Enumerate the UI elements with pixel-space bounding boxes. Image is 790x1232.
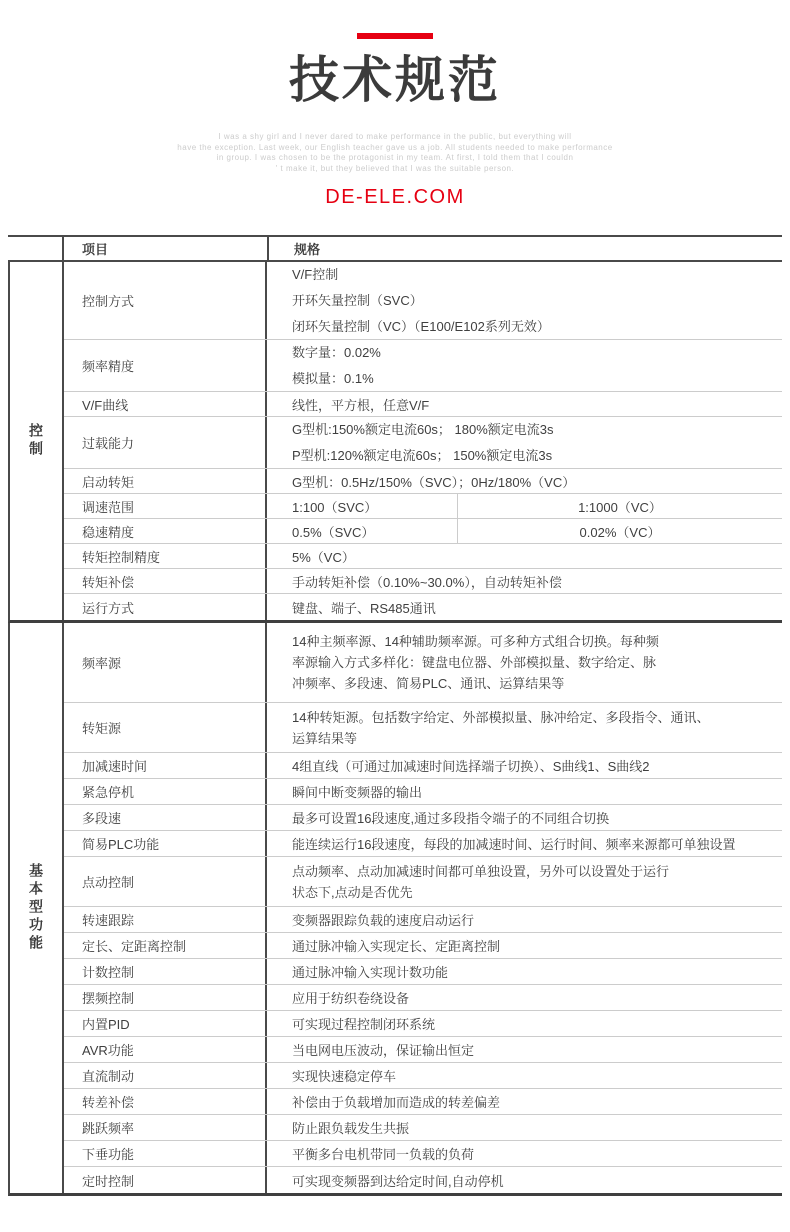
section-rows xyxy=(64,262,782,620)
table-row xyxy=(64,1115,782,1141)
spec-value xyxy=(267,340,782,391)
table-row xyxy=(64,985,782,1011)
spec-value: 变频器跟踪负载的速度启动运行 xyxy=(292,913,475,928)
item-label: 频率源 xyxy=(64,623,267,702)
table-row xyxy=(64,1089,782,1115)
table-row xyxy=(64,262,782,340)
spec-value: 通过脉冲输入实现计数功能 xyxy=(292,965,449,980)
subtitle-text xyxy=(0,132,790,174)
table-header-row xyxy=(8,235,782,262)
brand-text: DE-ELE.COM xyxy=(325,186,465,208)
item-label: V/F曲线 xyxy=(64,392,267,416)
spec-line: 闭环矢量控制（VC）（E100/E102系列无效） xyxy=(292,318,550,334)
table-section-1 xyxy=(8,262,782,623)
spec-value-left: 1:100（SVC） xyxy=(267,494,458,518)
spec-value: 键盘、端子、RS485通讯 xyxy=(292,600,436,616)
item-label: 控制方式 xyxy=(64,262,267,339)
spec-value: 补偿由于负载增加而造成的转差偏差 xyxy=(292,1095,501,1110)
item-label: 计数控制 xyxy=(64,959,267,984)
spec-value: 通过脉冲输入实现定长、定距离控制 xyxy=(292,939,501,954)
item-label: 内置PID xyxy=(64,1011,267,1036)
spec-value-lines xyxy=(292,631,659,694)
spec-value xyxy=(267,262,782,339)
table-row xyxy=(64,933,782,959)
spec-line: 模拟量：0.1% xyxy=(292,370,374,386)
spec-line: G型机:150%额定电流60s； 180%额定电流3s xyxy=(292,421,554,437)
spec-value: G型机：0.5Hz/150%（SVC）；0Hz/180%（VC） xyxy=(292,474,576,490)
spec-value xyxy=(267,857,782,906)
spec-value: 应用于纺织卷绕设备 xyxy=(292,991,410,1006)
table-row xyxy=(64,805,782,831)
item-label: 直流制动 xyxy=(64,1063,267,1088)
item-label: 运行方式 xyxy=(64,594,267,620)
table-row xyxy=(64,392,782,417)
table-row xyxy=(64,544,782,569)
section-rows xyxy=(64,623,782,1193)
spec-value: 可实现变频器到达给定时间,自动停机 xyxy=(292,1173,504,1189)
table-row xyxy=(64,753,782,779)
spec-value: 能连续运行16段速度，每段的加减速时间、运行时间、频率来源都可单独设置 xyxy=(292,837,736,852)
spec-value: 瞬间中断变频器的输出 xyxy=(292,785,423,800)
spec-value: 可实现过程控制闭环系统 xyxy=(292,1017,436,1032)
spec-value: 防止跟负载发生共振 xyxy=(292,1121,410,1136)
table-row xyxy=(64,831,782,857)
table-row xyxy=(64,1167,782,1193)
spec-value xyxy=(267,417,782,468)
item-label: 启动转矩 xyxy=(64,469,267,493)
spec-value-lines xyxy=(292,861,669,903)
subtitle-line: I was a shy girl and I never dared to make performance in the public, but everything will xyxy=(218,132,572,141)
spec-line: 开环矢量控制（SVC） xyxy=(292,292,423,308)
item-label: 多段速 xyxy=(64,805,267,830)
table-row xyxy=(64,340,782,392)
table-row xyxy=(64,1141,782,1167)
spec-value-right: 1:1000（VC） xyxy=(578,499,662,515)
table-row xyxy=(64,907,782,933)
spec-line: 点动频率、点动加减速时间都可单独设置，另外可以设置处于运行 xyxy=(292,863,670,879)
spec-value: 实现快速稳定停车 xyxy=(292,1069,397,1084)
item-label: 下垂功能 xyxy=(64,1141,267,1166)
spec-value-lines xyxy=(292,340,381,392)
subtitle-line: ' t make it, but they believed that I was the suitable person. xyxy=(275,163,515,173)
spec-line: V/F控制 xyxy=(292,266,339,282)
table-row xyxy=(64,703,782,753)
item-label: 摆频控制 xyxy=(64,985,267,1010)
accent-bar xyxy=(357,33,433,39)
page xyxy=(0,33,790,1196)
spec-value xyxy=(267,623,782,702)
spec-value xyxy=(267,519,782,543)
item-label: 定长、定距离控制 xyxy=(64,933,267,958)
table-row xyxy=(64,1037,782,1063)
spec-value: 5%（VC） xyxy=(292,549,355,565)
subtitle-line: have the exception. Last week, our English teacher gave us a job. All students needed to make performance xyxy=(177,142,613,152)
table-row xyxy=(64,857,782,907)
category-label: 控制 xyxy=(28,423,44,459)
table-row xyxy=(64,779,782,805)
item-label: 频率精度 xyxy=(64,340,267,391)
table-row xyxy=(64,569,782,594)
item-label: 定时控制 xyxy=(64,1167,267,1193)
spec-value-lines xyxy=(292,707,709,749)
table-row xyxy=(64,417,782,469)
table-section-2 xyxy=(8,623,782,1196)
item-label: 转矩控制精度 xyxy=(64,544,267,568)
spec-line: 数字量：0.02% xyxy=(292,344,381,360)
spec-line: 率源输入方式多样化：键盘电位器、外部模拟量、数字给定、脉 xyxy=(292,655,657,670)
spec-value: 最多可设置16段速度,通过多段指令端子的不同组合切换 xyxy=(292,811,610,826)
spec-line: 状态下,点动是否优先 xyxy=(292,884,413,900)
page-title: 技术规范 xyxy=(289,52,501,108)
item-label: 稳速精度 xyxy=(64,519,267,543)
item-label: 转矩补偿 xyxy=(64,569,267,593)
item-label: 转差补偿 xyxy=(64,1089,267,1114)
table-row xyxy=(64,469,782,494)
table-body xyxy=(8,262,782,1196)
item-label: 加减速时间 xyxy=(64,753,267,778)
table-row xyxy=(64,594,782,620)
spec-value-left: 0.5%（SVC） xyxy=(267,519,458,543)
item-label: 调速范围 xyxy=(64,494,267,518)
item-label: 过载能力 xyxy=(64,417,267,468)
spec-value-right: 0.02%（VC） xyxy=(579,524,661,540)
spec-line: 冲频率、多段速、简易PLC、通讯、运算结果等 xyxy=(292,676,565,691)
spec-value-lines xyxy=(292,262,550,340)
table-row xyxy=(64,1063,782,1089)
spec-line: 运算结果等 xyxy=(292,730,358,746)
spec-value xyxy=(267,494,782,518)
spec-value-lines xyxy=(292,417,554,469)
table-row xyxy=(64,959,782,985)
spec-value: 当电网电压波动，保证输出恒定 xyxy=(292,1043,475,1058)
table-row xyxy=(64,1011,782,1037)
category-label: 基本型功能 xyxy=(28,863,44,953)
spec-line: P型机:120%额定电流60s； 150%额定电流3s xyxy=(292,447,553,463)
spec-value: 平衡多台电机带同一负载的负荷 xyxy=(292,1147,475,1162)
spec-line: 14种转矩源。包括数字给定、外部模拟量、脉冲给定、多段指令、通讯、 xyxy=(292,709,710,725)
spec-value xyxy=(267,703,782,752)
category-cell xyxy=(10,262,64,620)
category-cell xyxy=(10,623,64,1193)
category-header-cell xyxy=(8,237,64,260)
spec-line: 14种主频率源、14种辅助频率源。可多种方式组合切换。每种频 xyxy=(292,634,659,649)
table-row xyxy=(64,519,782,544)
table-row xyxy=(64,623,782,703)
item-label: AVR功能 xyxy=(64,1037,267,1062)
table-row xyxy=(64,494,782,519)
item-label: 转速跟踪 xyxy=(64,907,267,932)
subtitle-line: in group. I was chosen to be the protagonist in my team. At first, I told them that I couldn xyxy=(216,153,574,162)
item-label: 点动控制 xyxy=(64,857,267,906)
spec-value: 4组直线（可通过加减速时间选择端子切换）、S曲线1、S曲线2 xyxy=(292,759,650,774)
item-label: 跳跃频率 xyxy=(64,1115,267,1140)
item-column-header: 项目 xyxy=(64,237,269,260)
item-label: 紧急停机 xyxy=(64,779,267,804)
spec-table xyxy=(8,235,782,1196)
item-label: 简易PLC功能 xyxy=(64,831,267,856)
spec-value: 手动转矩补偿（0.10%~30.0%），自动转矩补偿 xyxy=(292,574,562,590)
item-label: 转矩源 xyxy=(64,703,267,752)
spec-column-header: 规格 xyxy=(294,242,321,257)
spec-value: 线性，平方根，任意V/F xyxy=(292,397,430,413)
